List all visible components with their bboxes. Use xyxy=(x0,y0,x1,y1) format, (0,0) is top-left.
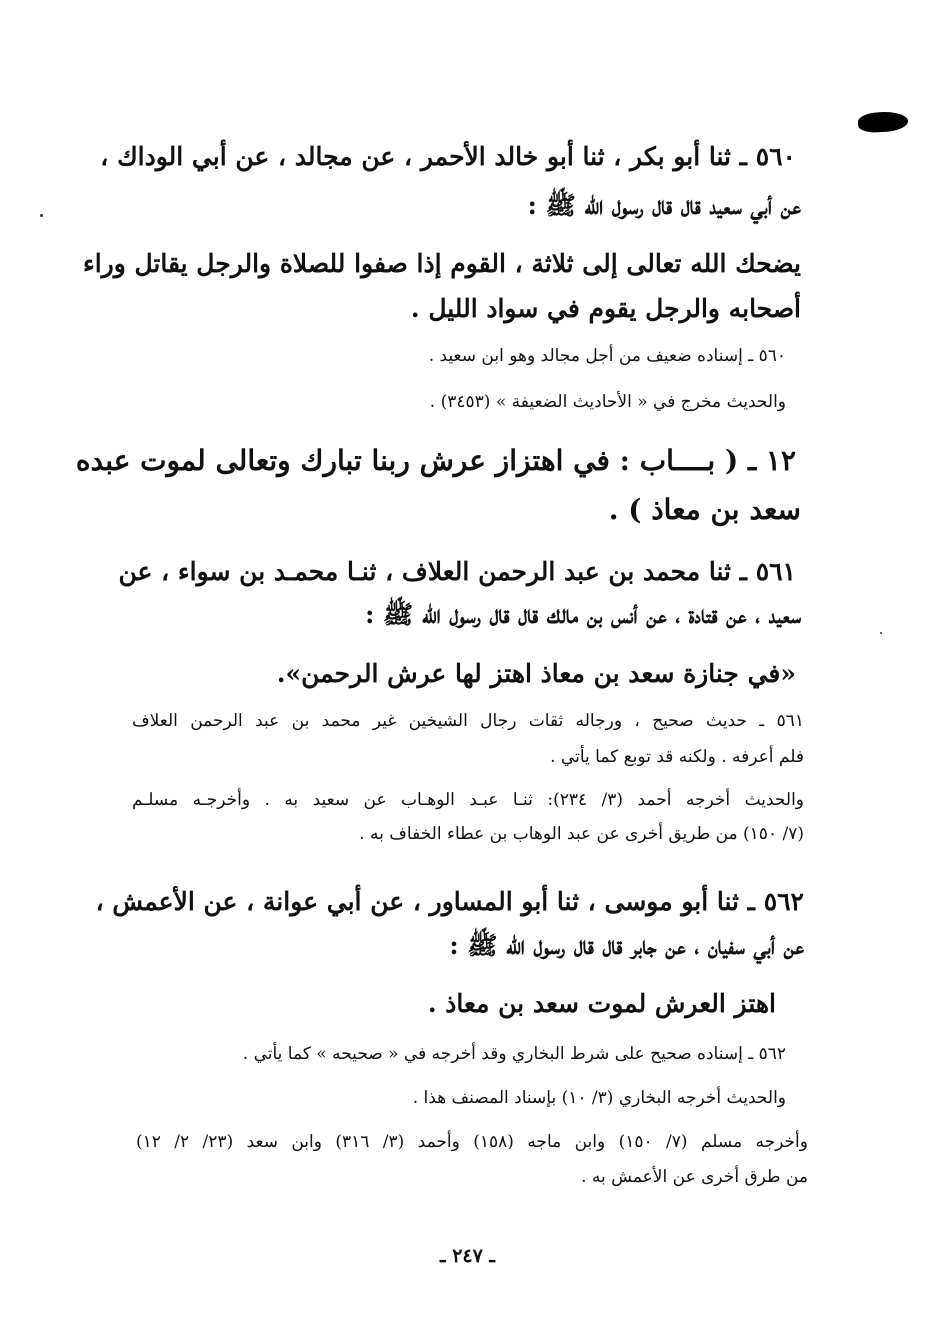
ink-blot xyxy=(858,111,909,134)
matn-560-line-1: يضحك الله تعالى إلى ثلاثة ، القوم إذا صفوا للصلاة والرجل يقاتل وراء xyxy=(82,249,801,278)
footnote-562-line-3: وأخرجه مسلم (٧/ ١٥٠) وابن ماجه (١٥٨) وأحمد (٣/ ٣١٦) وابن سعد (٢٣/ ٢/ ١٢) xyxy=(136,1132,808,1152)
chapter-heading-line-2: سعد بن معاذ ) . xyxy=(608,493,801,526)
footnote-561-line-2: فلم أعرفه . ولكنه قد توبع كما يأتي . xyxy=(550,747,804,767)
footnote-561-line-4: (٧/ ١٥٠) من طريق أخرى عن عبد الوهاب بن عطاء الخفاف به . xyxy=(359,824,804,844)
footnote-561-line-1: ٥٦١ ـ حديث صحيح ، ورجاله ثقات رجال الشيخين غير محمد بن عبد الرحمن العلاف xyxy=(132,711,804,731)
hadith-561-line-2: سعيد ، عن قتادة ، عن أنس بن مالك قال قال رسول الله ﷺ : xyxy=(365,600,801,629)
chapter-heading-line-1: ١٢ ـ ( بــــاب : في اهتزاز عرش ربنا تبارك وتعالى لموت عبده xyxy=(75,444,796,477)
matn-560-line-2: أصحابه والرجل يقوم في سواد الليل . xyxy=(410,294,801,323)
matn-561-line-1: «في جنازة سعد بن معاذ اهتز لها عرش الرحمن». xyxy=(276,659,796,688)
footnote-560-line-2: والحديث مخرج في « الأحاديث الضعيفة » (٣٤٥٣) . xyxy=(429,392,786,412)
hadith-560-line-2: عن أبي سعيد قال قال رسول الله ﷺ : xyxy=(527,191,801,220)
footnote-561-line-3: والحديث أخرجه أحمد (٣/ ٢٣٤): ثنـا عبـد الوهـاب عن سعيد به . وأخرجـه مسلـم xyxy=(132,790,804,810)
footnote-562-line-1: ٥٦٢ ـ إسناده صحيح على شرط البخاري وقد أخرجه في « صحيحه » كما يأتي . xyxy=(242,1044,786,1064)
page-speck xyxy=(40,214,43,217)
page-speck xyxy=(880,632,882,634)
hadith-561-line-1: ٥٦١ ـ ثنا محمد بن عبد الرحمن العلاف ، ثنـا محمـد بن سواء ، عن xyxy=(118,557,796,586)
matn-562-line-1: اهتز العرش لموت سعد بن معاذ . xyxy=(427,989,776,1018)
page-number: ـ ٢٤٧ ـ xyxy=(440,1245,495,1267)
footnote-560-line-1: ٥٦٠ ـ إسناده ضعيف من أجل مجالد وهو ابن سعيد . xyxy=(428,346,786,366)
footnote-562-line-4: من طرق أخرى عن الأعمش به . xyxy=(581,1167,808,1187)
hadith-562-line-1: ٥٦٢ ـ ثنا أبو موسى ، ثنا أبو المساور ، عن أبي عوانة ، عن الأعمش ، xyxy=(95,887,804,916)
hadith-562-line-2: عن أبي سفيان ، عن جابر قال قال رسول الله ﷺ : xyxy=(449,931,804,960)
hadith-560-line-1: ٥٦٠ ـ ثنا أبو بكر ، ثنا أبو خالد الأحمر ، عن مجالد ، عن أبي الوداك ، xyxy=(100,142,796,171)
footnote-562-line-2: والحديث أخرجه البخاري (٣/ ١٠) بإسناد المصنف هذا . xyxy=(412,1088,786,1108)
